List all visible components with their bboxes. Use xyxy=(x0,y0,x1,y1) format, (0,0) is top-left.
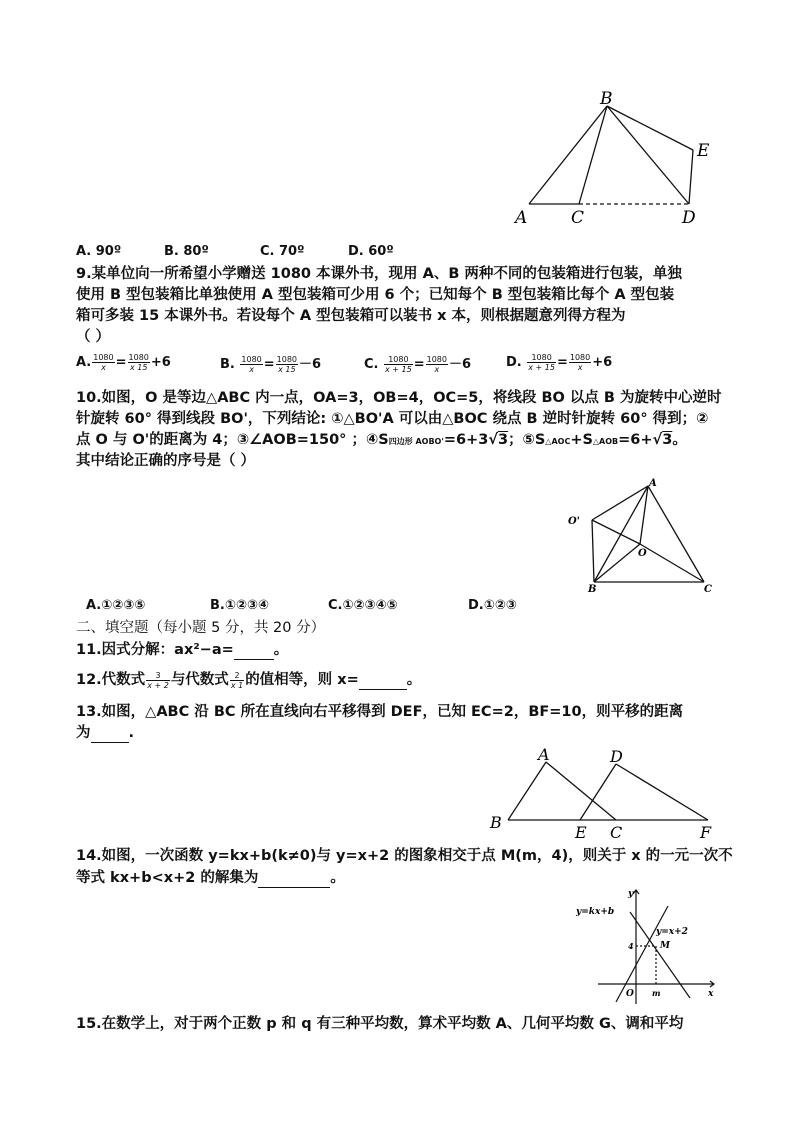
q13-label-a: A xyxy=(538,745,550,764)
q9-option-d[interactable]: D. $\frac{1080}{x + 15}$ = $\frac{1080}{x}$ +6 xyxy=(506,353,613,372)
q10-option-d[interactable]: D.①②③ xyxy=(468,598,517,613)
q9-option-b[interactable]: B. $\frac{1080}{x}$ = $\frac{1080}{x 15}$ －6 xyxy=(220,355,322,374)
q10-label-op: O' xyxy=(568,516,580,527)
q12: 12.代数式 $\frac{3}{x + 2}$ 与代数式 $\frac{2}{x 1}$ 的值相等，则 x= 。 xyxy=(76,670,422,690)
q14-answer-blank[interactable] xyxy=(258,873,330,888)
q8-label-d: D xyxy=(682,208,696,228)
q14-label-line2: y=x+2 xyxy=(656,927,688,937)
q8-label-a: A xyxy=(515,208,528,228)
q8-option-b[interactable]: B. 80º xyxy=(164,244,209,259)
q13-label-d: D xyxy=(610,747,623,766)
q14-label-o: O xyxy=(626,989,634,999)
q10-figure xyxy=(560,476,720,596)
q11: 11.因式分解：ax²−a= 。 xyxy=(76,642,289,658)
q8-option-a[interactable]: A. 90º xyxy=(76,244,122,259)
q8-figure xyxy=(505,88,720,228)
q10-label-b: B xyxy=(588,584,597,595)
q8-label-c: C xyxy=(571,208,585,228)
q10-option-b[interactable]: B.①②③④ xyxy=(210,598,269,613)
q13-label-e: E xyxy=(575,823,587,842)
q10-label-o: O xyxy=(638,548,647,559)
q13-line-2: 为 . xyxy=(76,725,135,741)
q15-line-1: 15.在数学上，对于两个正数 p 和 q 有三种平均数，算术平均数 A、几何平均数 G、调和平均 xyxy=(76,1016,684,1032)
q9-line-2: 使用 B 型包装箱比单独使用 A 型包装箱可少用 6 个；已知每个 B 型包装箱比每个 A 型包装 xyxy=(76,287,675,303)
q10-line-2: 针旋转 60° 得到线段 BO'，下列结论: ①△BO'A 可以由△BOC 绕点 B 逆时针旋转 60° 得到；② xyxy=(76,411,709,427)
q10-label-c: C xyxy=(704,584,712,595)
q13-label-f: F xyxy=(700,823,712,842)
q14-figure xyxy=(572,884,722,1008)
q13-line-1: 13.如图，△ABC 沿 BC 所在直线向右平移得到 DEF，已知 EC=2，BF=10，则平移的距离 xyxy=(76,704,684,720)
section-2-heading: 二、填空题（每小题 5 分，共 20 分） xyxy=(76,620,326,636)
q8-label-b: B xyxy=(600,89,613,109)
q12-answer-blank[interactable] xyxy=(359,675,407,690)
q10-option-a[interactable]: A.①②③⑤ xyxy=(86,598,146,613)
q14-label-y: y xyxy=(628,889,634,899)
q13-label-b: B xyxy=(490,813,502,832)
q14-label-m-point: M xyxy=(660,941,670,951)
q11-answer-blank[interactable] xyxy=(234,645,274,660)
q14-label-x: x xyxy=(708,989,714,999)
q10-line-1: 10.如图，O 是等边△ABC 内一点，OA=3，OB=4，OC=5，将线段 BO 以点 B 为旋转中心逆时 xyxy=(76,390,722,406)
q9-option-c[interactable]: C. $\frac{1080}{x + 15}$ = $\frac{1080}{x}$ －6 xyxy=(364,355,472,374)
q14-line-1: 14.如图，一次函数 y=kx+b(k≠0)与 y=x+2 的图象相交于点 M(m，4)，则关于 x 的一元一次不 xyxy=(76,848,733,864)
q13-figure xyxy=(484,742,724,842)
q13-label-c: C xyxy=(610,823,623,842)
q8-option-c[interactable]: C. 70º xyxy=(260,244,305,259)
q8-label-e: E xyxy=(697,141,710,161)
q14-line-2: 等式 kx+b<x+2 的解集为 。 xyxy=(76,870,345,886)
q10-line-3: 点 O 与 O'的距离为 4；③∠AOB=150° ；④S四边形 AOBO'=6+3√3；⑤S△AOC+S△AOB=6+√3。 xyxy=(76,432,687,448)
q9-line-1: 9.某单位向一所希望小学赠送 1080 本课外书，现用 A、B 两种不同的包装箱进行包装，单独 xyxy=(76,266,682,282)
q14-label-line1: y=kx+b xyxy=(576,907,615,917)
q9-line-3: 箱可多装 15 本课外书。若设每个 A 型包装箱可以装书 x 本，则根据题意列得方程为 xyxy=(76,308,626,324)
q13-answer-blank[interactable] xyxy=(91,728,129,743)
q10-option-c[interactable]: C.①②③④⑤ xyxy=(328,598,398,613)
q10-label-a: A xyxy=(649,478,657,489)
q9-answer-paren: （ ） xyxy=(76,329,111,345)
q9-option-a[interactable]: A. $\frac{1080}{x}$ = $\frac{1080}{x 15}$ +6 xyxy=(76,353,171,372)
q10-line-4: 其中结论正确的序号是（ ） xyxy=(76,453,256,469)
q14-label-m: m xyxy=(652,988,661,998)
q8-option-d[interactable]: D. 60º xyxy=(348,244,394,259)
q14-label-4: 4 xyxy=(628,941,634,951)
